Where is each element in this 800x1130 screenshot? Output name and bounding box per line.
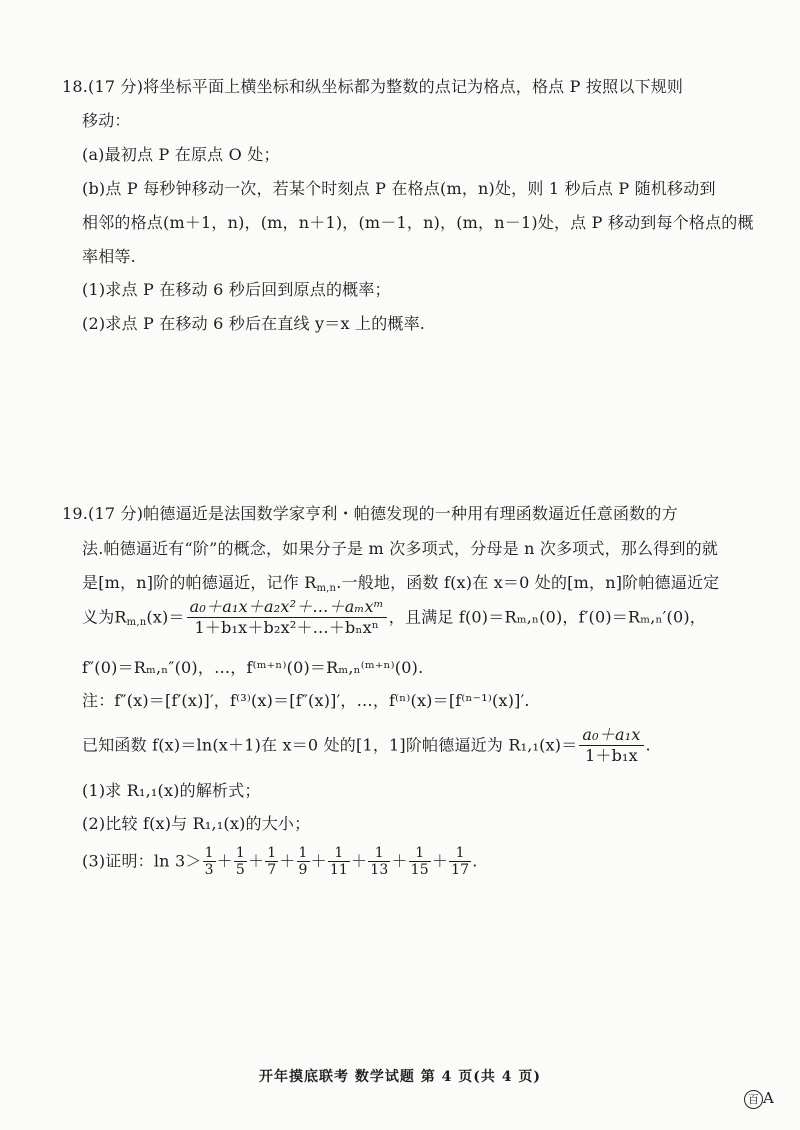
sum-fraction-numerator: 1 [298,845,308,861]
q18-rule-a: (a)最初点 P 在原点 O 处； [82,145,280,164]
q18-part-2: (2)求点 P 在移动 6 秒后在直线 y＝x 上的概率. [82,314,426,333]
sum-fraction-denominator: 7 [267,862,277,878]
sum-fraction-denominator: 15 [410,862,429,878]
q18-heading: 18.(17 分)将坐标平面上横坐标和纵坐标都为整数的点记为格点，格点 P 按照以下规则 [62,77,684,96]
q19-def-prefix: 义为R [82,607,127,627]
sum-fraction [234,845,247,878]
sum-fraction-denominator: 13 [370,862,389,878]
plus-sign: ＋ [391,851,408,871]
q18-rule-b-line1: (b)点 P 每秒钟移动一次，若某个时刻点 P 在格点(m，n)处，则 1 秒后点 P 随机移动到 [82,179,716,198]
sum-fraction-numerator: 1 [235,845,245,861]
sum-fraction [328,845,350,878]
q19-given-numerator: a₀＋a₁x [579,726,643,746]
plus-sign: ＋ [351,851,368,871]
sum-fraction-denominator: 11 [329,862,349,878]
q19-def-x: (x)＝ [146,607,185,627]
sum-fraction-numerator: 1 [368,845,390,862]
q19-part3-prefix: (3)证明：ln 3＞ [82,851,202,871]
q19-line3 [82,572,719,594]
plus-sign: ＋ [216,851,233,871]
q19-definition [82,598,706,637]
q19-heading: 19.(17 分)帕德逼近是法国数学家亨利・帕德发现的一种用有理函数逼近任意函数的方 [62,504,678,523]
q18-heading-cont: 移动： [82,111,131,130]
q18-rule-b-line3: 率相等. [82,247,136,266]
sum-fraction [409,845,431,878]
q19-line3-sub: m,n [316,583,337,594]
plus-sign: ＋ [431,851,449,871]
q19-given-prefix: 已知函数 f(x)＝ln(x＋1)在 x＝0 处的[1，1]阶帕德逼近为 R₁,₁(x)＝ [82,735,578,755]
q19-given-fraction [579,726,643,765]
badge-letter: A [763,1089,774,1107]
q18-part-1: (1)求点 P 在移动 6 秒后回到原点的概率； [82,280,391,299]
plus-sign: ＋ [310,851,327,871]
plus-sign: ＋ [279,851,296,871]
q19-def-fraction [187,598,387,637]
sum-fraction [368,845,390,878]
sum-fraction-denominator: 5 [235,862,245,878]
q19-part-1: (1)求 R₁,₁(x)的解析式； [82,781,261,800]
page-footer: 开年摸底联考 数学试题 第 4 页(共 4 页) [259,1069,541,1085]
q19-part-2: (2)比较 f(x)与 R₁,₁(x)的大小； [82,814,311,833]
plus-sign: ＋ [247,851,265,871]
sum-fraction [265,845,278,878]
q19-line3-start: 是[m，n]阶的帕德逼近，记作 R [82,573,317,592]
sum-fraction-denominator: 3 [204,862,214,878]
q18-rule-b-line2: 相邻的格点(m＋1，n)，(m，n＋1)，(m－1，n)，(m，n－1)处，点 P 移动到每个格点的概 [82,213,754,232]
sum-fraction-numerator: 1 [267,845,277,861]
sum-fraction-denominator: 9 [298,862,308,878]
q19-def-denominator: 1＋b₁x＋b₂x²＋…＋bₙxⁿ [194,618,379,637]
q19-part-3: (3)证明：ln 3＞ $\frac{1}{3}$ ＋ $\frac{1}{5}$ ＋ $\frac{1}{7}$ ＋ $\frac{1}{9}$ ＋ $\frac{1}{11}$ ＋ $\frac{1}{13}$ ＋ $\frac{1}{15}$ ＋ $\frac{1}{17}$ . [82,845,478,878]
q19-given: 已知函数 f(x)＝ln(x＋1)在 x＝0 处的[1，1]阶帕德逼近为 R₁,₁(x)＝ $\frac{\text{a₀＋a₁x}}{\text{1＋b₁x}}$ . [82,725,651,765]
q19-def-numerator: a₀＋a₁x＋a₂x²＋…＋aₘxᵐ [187,598,387,618]
badge-circle: 百 [744,1090,763,1109]
q19-line2: 法.帕德逼近有“阶”的概念，如果分子是 m 次多项式，分母是 n 次多项式，那么得到的就 [82,539,719,558]
sum-fraction-denominator: 17 [451,862,470,878]
q19-note: 注：f″(x)＝[f′(x)]′，f⁽³⁾(x)＝[f″(x)]′，…，f⁽ⁿ⁾(x)＝[f⁽ⁿ⁻¹⁾(x)]′. [82,691,530,710]
q19-def-condition: ，且满足 f(0)＝Rₘ,ₙ(0)，f′(0)＝Rₘ,ₙ′(0)， [388,607,706,627]
q19-given-denominator: 1＋b₁x [585,746,638,765]
edition-badge [744,1089,774,1109]
q19-def-sub: m,n [126,617,147,628]
sum-fraction [203,845,216,878]
sum-fraction-numerator: 1 [449,845,471,862]
q19-line5: f″(0)＝Rₘ,ₙ″(0)，…，f⁽ᵐ⁺ⁿ⁾(0)＝Rₘ,ₙ⁽ᵐ⁺ⁿ⁾(0). [82,658,424,677]
q19-line3-end: .一般地，函数 f(x)在 x＝0 处的[m，n]阶帕德逼近定 [336,573,720,592]
sum-fraction [297,845,310,878]
sum-fraction-numerator: 1 [204,845,214,861]
sum-fraction-numerator: 1 [328,845,350,862]
sum-fraction-numerator: 1 [409,845,431,862]
sum-fraction [449,845,471,878]
